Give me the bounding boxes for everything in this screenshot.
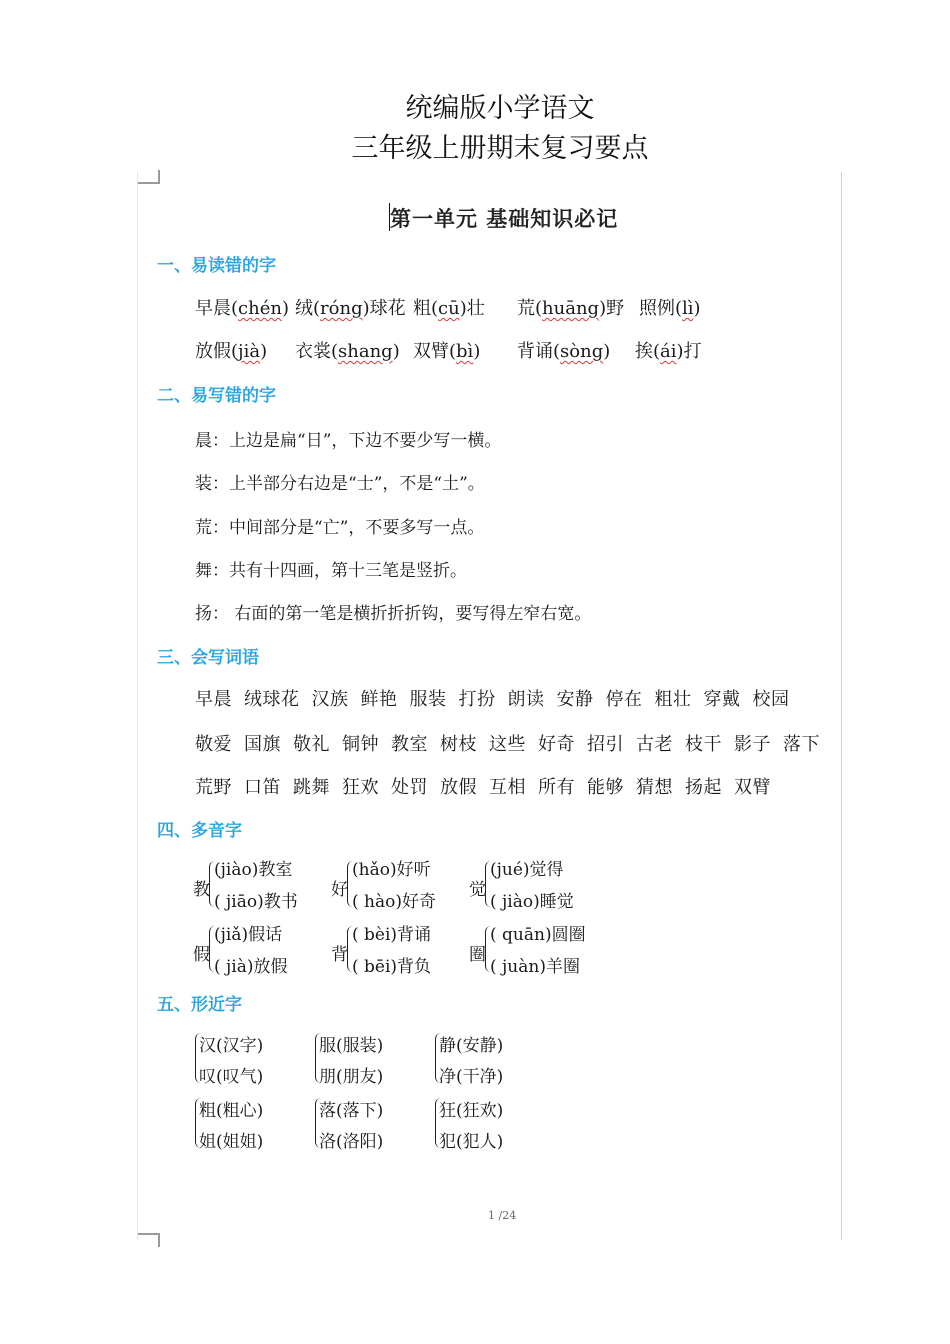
misread-word: 挨(ái)打 [635, 341, 702, 362]
misread-word: 放假(jià) [195, 341, 268, 362]
section-heading-polyphones: 四、多音字 [157, 821, 242, 841]
misread-word: 衣裳(shang) [295, 341, 400, 362]
page-number: 1 /24 [488, 1209, 517, 1222]
misread-word: 早晨(chén) [195, 298, 289, 319]
miswritten-line: 扬： 右面的第一笔是横折折折钩，要写得左窄右宽。 [195, 604, 592, 624]
miswritten-line: 舞：共有十四画，第十三笔是竖折。 [195, 561, 467, 581]
section-heading-similar: 五、形近字 [157, 995, 242, 1015]
vocab-row-2: 敬爱 国旗 敬礼 铜钟 教室 树枝 这些 好奇 招引 古老 枝干 影子 落下 [195, 734, 820, 755]
crop-mark-top-left [138, 170, 160, 184]
document-title: 统编版小学语文 [405, 93, 595, 124]
misread-word: 粗(cū)壮 [413, 298, 485, 319]
unit-title[interactable]: 第一单元 基础知识必记 [390, 206, 619, 231]
section-heading-vocab: 三、会写词语 [157, 648, 259, 668]
misread-word: 绒(róng)球花 [295, 298, 406, 319]
document-subtitle: 三年级上册期末复习要点 [351, 133, 649, 164]
miswritten-line: 晨：上边是扁“日”，下边不要少写一横。 [195, 431, 502, 451]
misread-word: 照例(lì) [639, 298, 701, 319]
vocab-row-1: 早晨 绒球花 汉族 鲜艳 服装 打扮 朗读 安静 停在 粗壮 穿戴 校园 [195, 689, 790, 710]
crop-mark-bottom-left [138, 1233, 160, 1247]
section-heading-misread: 一、易读错的字 [157, 256, 276, 276]
misread-word: 荒(huāng)野 [517, 298, 625, 319]
misread-word: 双臂(bì) [413, 341, 481, 362]
section-heading-miswritten: 二、易写错的字 [157, 386, 276, 406]
miswritten-line: 装：上半部分右边是“士”，不是“土”。 [195, 474, 485, 494]
misread-word: 背诵(sòng) [517, 341, 611, 362]
vocab-row-3: 荒野 口笛 跳舞 狂欢 处罚 放假 互相 所有 能够 猜想 扬起 双臂 [195, 777, 771, 798]
miswritten-line: 荒：中间部分是“亡”，不要多写一点。 [195, 518, 485, 538]
